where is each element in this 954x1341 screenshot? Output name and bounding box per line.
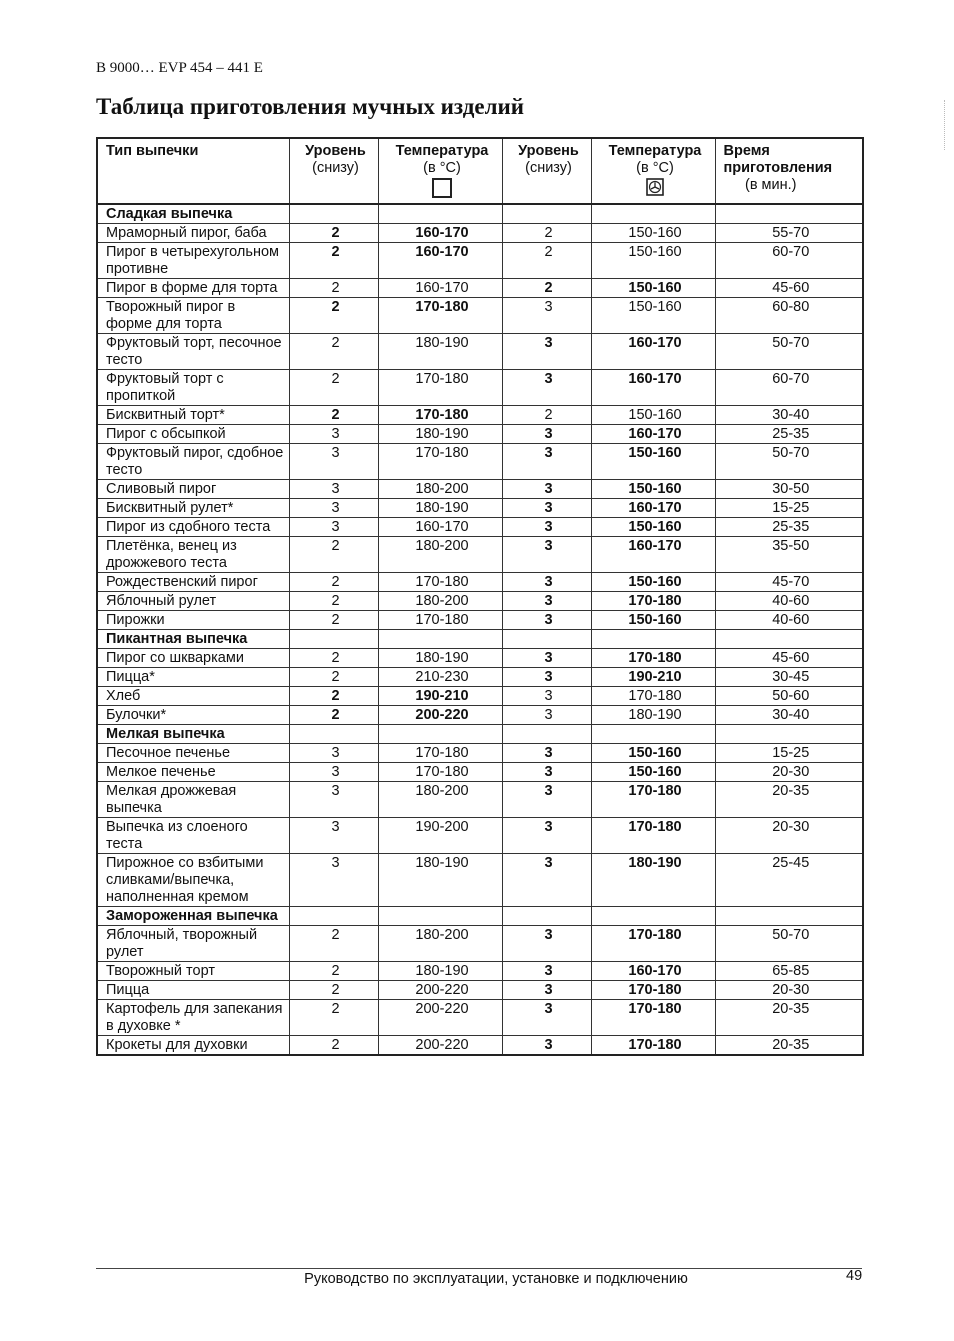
cell-level-fan: 3 (502, 298, 591, 334)
cell-level-fan: 3 (502, 981, 591, 1000)
cell-level-fan: 3 (502, 668, 591, 687)
cell-time: 35-50 (715, 537, 863, 573)
empty-cell (715, 630, 863, 649)
cell-temp-conventional: 180-190 (378, 854, 502, 907)
cell-pastry-type: Пирог в четырехугольном противне (97, 243, 289, 279)
table-row (97, 370, 863, 406)
cell-temp-fan: 150-160 (591, 279, 715, 298)
cell-level-conventional: 2 (289, 981, 378, 1000)
table-row (97, 763, 863, 782)
cell-temp-fan: 150-160 (591, 298, 715, 334)
cell-time: 15-25 (715, 499, 863, 518)
cell-time: 30-40 (715, 406, 863, 425)
cell-pastry-type: Сливовый пирог (97, 480, 289, 499)
table-row (97, 854, 863, 907)
section-title: Мелкая выпечка (97, 725, 289, 744)
page-number: 49 (846, 1268, 863, 1284)
cell-level-conventional: 2 (289, 649, 378, 668)
cell-time: 45-70 (715, 573, 863, 592)
cell-pastry-type: Пирог со шкварками (97, 649, 289, 668)
header-temp-conventional (378, 138, 502, 204)
cell-level-conventional: 2 (289, 706, 378, 725)
cell-level-conventional: 2 (289, 926, 378, 962)
cell-level-conventional: 3 (289, 854, 378, 907)
cell-temp-fan: 170-180 (591, 981, 715, 1000)
cell-level-fan: 3 (502, 518, 591, 537)
cell-pastry-type: Яблочный, творожный рулет (97, 926, 289, 962)
cell-temp-fan: 160-170 (591, 370, 715, 406)
table-row (97, 668, 863, 687)
table-row (97, 1036, 863, 1056)
model-header: B 9000… EVP 454 – 441 E (96, 60, 263, 76)
cell-level-conventional: 2 (289, 224, 378, 243)
empty-cell (378, 204, 502, 224)
header-level-conventional (289, 138, 378, 204)
cell-temp-fan: 160-170 (591, 537, 715, 573)
cell-temp-conventional: 180-190 (378, 499, 502, 518)
empty-cell (378, 630, 502, 649)
cell-level-conventional: 2 (289, 298, 378, 334)
cell-level-fan: 2 (502, 224, 591, 243)
cell-time: 45-60 (715, 649, 863, 668)
cell-time: 65-85 (715, 962, 863, 981)
cell-temp-conventional: 160-170 (378, 224, 502, 243)
cell-temp-conventional: 180-200 (378, 782, 502, 818)
table-row (97, 480, 863, 499)
section-header-row (97, 725, 863, 744)
cell-time: 50-70 (715, 926, 863, 962)
cell-temp-conventional: 170-180 (378, 744, 502, 763)
cell-temp-conventional: 180-200 (378, 926, 502, 962)
cell-level-conventional: 3 (289, 499, 378, 518)
table-row (97, 298, 863, 334)
empty-cell (289, 204, 378, 224)
cell-level-fan: 3 (502, 611, 591, 630)
cell-temp-fan: 150-160 (591, 243, 715, 279)
empty-cell (502, 907, 591, 926)
empty-cell (591, 907, 715, 926)
table-row (97, 243, 863, 279)
cell-temp-conventional: 160-170 (378, 518, 502, 537)
cell-level-conventional: 2 (289, 537, 378, 573)
cell-time: 30-40 (715, 706, 863, 725)
cell-level-fan: 3 (502, 334, 591, 370)
cell-temp-fan: 180-190 (591, 706, 715, 725)
cell-level-fan: 3 (502, 425, 591, 444)
cell-temp-conventional: 200-220 (378, 1000, 502, 1036)
cell-level-conventional: 2 (289, 279, 378, 298)
cell-temp-fan: 150-160 (591, 763, 715, 782)
footer-text: Руководство по эксплуатации, установке и подключению (304, 1271, 688, 1287)
cell-level-fan: 2 (502, 243, 591, 279)
cell-temp-conventional: 180-190 (378, 334, 502, 370)
header-temp2-label: Температура (608, 143, 702, 159)
cell-time: 20-35 (715, 1036, 863, 1056)
cell-level-conventional: 2 (289, 668, 378, 687)
cell-temp-fan: 150-160 (591, 224, 715, 243)
cell-pastry-type: Пирог в форме для торта (97, 279, 289, 298)
cell-level-fan: 2 (502, 279, 591, 298)
cell-temp-fan: 170-180 (591, 1036, 715, 1056)
cell-temp-fan: 150-160 (591, 744, 715, 763)
cell-temp-fan: 150-160 (591, 573, 715, 592)
cell-time: 50-60 (715, 687, 863, 706)
cell-level-conventional: 2 (289, 611, 378, 630)
cell-pastry-type: Пицца (97, 981, 289, 1000)
cell-level-fan: 3 (502, 573, 591, 592)
section-header-row (97, 630, 863, 649)
cell-temp-fan: 160-170 (591, 499, 715, 518)
cell-temp-fan: 150-160 (591, 480, 715, 499)
table-row (97, 962, 863, 981)
cell-pastry-type: Фруктовый пирог, сдобное тесто (97, 444, 289, 480)
cell-level-conventional: 3 (289, 818, 378, 854)
cell-temp-conventional: 170-180 (378, 763, 502, 782)
cell-temp-conventional: 180-190 (378, 425, 502, 444)
table-row (97, 1000, 863, 1036)
section-title: Пикантная выпечка (97, 630, 289, 649)
section-title: Сладкая выпечка (97, 204, 289, 224)
cell-time: 25-35 (715, 518, 863, 537)
footer-divider (96, 1268, 862, 1269)
table-row (97, 499, 863, 518)
cell-temp-conventional: 160-170 (378, 279, 502, 298)
cell-time: 50-70 (715, 334, 863, 370)
cell-temp-conventional: 180-190 (378, 962, 502, 981)
cell-pastry-type: Песочное печенье (97, 744, 289, 763)
cell-level-conventional: 2 (289, 1036, 378, 1056)
cell-pastry-type: Булочки* (97, 706, 289, 725)
cell-level-fan: 3 (502, 444, 591, 480)
page-title: Таблица приготовления мучных изделий (96, 94, 524, 119)
table-row (97, 981, 863, 1000)
section-header-row (97, 204, 863, 224)
cell-pastry-type: Бисквитный торт* (97, 406, 289, 425)
header-time-label: Время приготовления (723, 143, 833, 176)
cell-level-fan: 3 (502, 592, 591, 611)
empty-cell (289, 630, 378, 649)
conventional-oven-icon (432, 178, 452, 198)
cell-time: 25-45 (715, 854, 863, 907)
cell-level-conventional: 3 (289, 425, 378, 444)
cell-pastry-type: Бисквитный рулет* (97, 499, 289, 518)
cell-temp-conventional: 180-200 (378, 480, 502, 499)
cell-pastry-type: Мраморный пирог, баба (97, 224, 289, 243)
table-row (97, 818, 863, 854)
table-row (97, 706, 863, 725)
cell-temp-fan: 190-210 (591, 668, 715, 687)
cell-temp-conventional: 200-220 (378, 1036, 502, 1056)
cell-pastry-type: Пирожки (97, 611, 289, 630)
cell-time: 20-35 (715, 782, 863, 818)
cell-level-conventional: 2 (289, 962, 378, 981)
header-temp2-sub: (в °С) (636, 160, 674, 176)
table-row (97, 537, 863, 573)
cell-pastry-type: Яблочный рулет (97, 592, 289, 611)
cell-pastry-type: Картофель для запекания в духовке * (97, 1000, 289, 1036)
empty-cell (378, 725, 502, 744)
empty-cell (591, 725, 715, 744)
empty-cell (378, 907, 502, 926)
table-body (97, 204, 863, 1055)
header-temp1-label: Температура (395, 143, 489, 159)
cell-time: 30-45 (715, 668, 863, 687)
cell-temp-fan: 150-160 (591, 406, 715, 425)
cell-time: 60-70 (715, 370, 863, 406)
cell-temp-fan: 170-180 (591, 818, 715, 854)
cell-level-conventional: 2 (289, 1000, 378, 1036)
empty-cell (289, 725, 378, 744)
cell-time: 45-60 (715, 279, 863, 298)
header-time (715, 138, 863, 204)
baking-table (96, 137, 864, 1056)
cell-level-conventional: 3 (289, 480, 378, 499)
fan-oven-icon (646, 178, 664, 196)
cell-temp-fan: 170-180 (591, 1000, 715, 1036)
header-time-sub: (в мин.) (745, 177, 797, 193)
header-level-fan (502, 138, 591, 204)
cell-level-conventional: 2 (289, 334, 378, 370)
cell-level-conventional: 3 (289, 782, 378, 818)
cell-pastry-type: Мелкое печенье (97, 763, 289, 782)
cell-level-fan: 3 (502, 763, 591, 782)
cell-temp-conventional: 170-180 (378, 611, 502, 630)
cell-level-fan: 3 (502, 480, 591, 499)
cell-temp-conventional: 210-230 (378, 668, 502, 687)
empty-cell (715, 907, 863, 926)
cell-level-conventional: 2 (289, 406, 378, 425)
cell-level-fan: 3 (502, 687, 591, 706)
table-row (97, 592, 863, 611)
table-row (97, 518, 863, 537)
cell-temp-conventional: 200-220 (378, 706, 502, 725)
empty-cell (715, 204, 863, 224)
cell-temp-conventional: 180-200 (378, 592, 502, 611)
cell-level-fan: 3 (502, 818, 591, 854)
cell-temp-fan: 160-170 (591, 962, 715, 981)
header-level1-sub: (снизу) (312, 160, 359, 176)
cell-pastry-type: Плетёнка, венец из дрожжевого теста (97, 537, 289, 573)
table-row (97, 334, 863, 370)
cell-level-conventional: 3 (289, 763, 378, 782)
cell-temp-fan: 160-170 (591, 425, 715, 444)
cell-pastry-type: Крокеты для духовки (97, 1036, 289, 1056)
table-row (97, 687, 863, 706)
cell-pastry-type: Творожный торт (97, 962, 289, 981)
cell-temp-conventional: 170-180 (378, 298, 502, 334)
cell-time: 20-30 (715, 763, 863, 782)
cell-pastry-type: Пирог из сдобного теста (97, 518, 289, 537)
cell-level-fan: 3 (502, 370, 591, 406)
cell-pastry-type: Пирожное со взбитыми сливками/выпечка, наполненная кремом (97, 854, 289, 907)
empty-cell (502, 630, 591, 649)
cell-level-conventional: 2 (289, 573, 378, 592)
cell-temp-fan: 170-180 (591, 782, 715, 818)
cell-time: 20-30 (715, 981, 863, 1000)
empty-cell (289, 907, 378, 926)
cell-time: 40-60 (715, 611, 863, 630)
section-header-row (97, 907, 863, 926)
header-type-label: Тип выпечки (106, 143, 199, 159)
cell-temp-fan: 150-160 (591, 518, 715, 537)
cell-temp-fan: 150-160 (591, 611, 715, 630)
cell-temp-fan: 150-160 (591, 444, 715, 480)
cell-temp-conventional: 180-190 (378, 649, 502, 668)
table-row (97, 573, 863, 592)
table-row (97, 444, 863, 480)
cell-level-fan: 3 (502, 926, 591, 962)
cell-time: 40-60 (715, 592, 863, 611)
cell-level-fan: 3 (502, 854, 591, 907)
cell-temp-fan: 170-180 (591, 649, 715, 668)
cell-temp-conventional: 200-220 (378, 981, 502, 1000)
table-row (97, 744, 863, 763)
cell-level-fan: 3 (502, 706, 591, 725)
header-level2-sub: (снизу) (525, 160, 572, 176)
cell-temp-conventional: 190-200 (378, 818, 502, 854)
cell-level-fan: 3 (502, 782, 591, 818)
header-temp1-sub: (в °С) (423, 160, 461, 176)
header-level1-label: Уровень (305, 143, 366, 159)
cell-time: 55-70 (715, 224, 863, 243)
header-temp-fan (591, 138, 715, 204)
cell-level-conventional: 3 (289, 444, 378, 480)
cell-temp-conventional: 180-200 (378, 537, 502, 573)
cell-level-conventional: 3 (289, 744, 378, 763)
cell-level-fan: 2 (502, 406, 591, 425)
cell-level-fan: 3 (502, 1000, 591, 1036)
table-header-row (97, 138, 863, 204)
table-row (97, 224, 863, 243)
cell-pastry-type: Мелкая дрожжевая выпечка (97, 782, 289, 818)
cell-temp-conventional: 170-180 (378, 370, 502, 406)
cell-temp-conventional: 170-180 (378, 573, 502, 592)
table-row (97, 649, 863, 668)
cell-temp-fan: 160-170 (591, 334, 715, 370)
cell-time: 50-70 (715, 444, 863, 480)
cell-level-conventional: 2 (289, 687, 378, 706)
empty-cell (715, 725, 863, 744)
table-row (97, 782, 863, 818)
cell-level-fan: 3 (502, 1036, 591, 1056)
cell-level-conventional: 2 (289, 592, 378, 611)
cell-level-conventional: 2 (289, 370, 378, 406)
cell-pastry-type: Хлеб (97, 687, 289, 706)
table-row (97, 279, 863, 298)
empty-cell (502, 204, 591, 224)
section-title: Замороженная выпечка (97, 907, 289, 926)
cell-time: 20-35 (715, 1000, 863, 1036)
cell-temp-fan: 170-180 (591, 592, 715, 611)
table-row (97, 425, 863, 444)
cell-temp-fan: 180-190 (591, 854, 715, 907)
cell-level-fan: 3 (502, 537, 591, 573)
cell-level-fan: 3 (502, 962, 591, 981)
cell-time: 15-25 (715, 744, 863, 763)
cell-level-fan: 3 (502, 499, 591, 518)
cell-temp-fan: 170-180 (591, 687, 715, 706)
cell-pastry-type: Выпечка из слоеного теста (97, 818, 289, 854)
cell-level-fan: 3 (502, 649, 591, 668)
cell-pastry-type: Пирог с обсыпкой (97, 425, 289, 444)
cell-level-fan: 3 (502, 744, 591, 763)
table-row (97, 406, 863, 425)
table-row (97, 611, 863, 630)
cell-temp-conventional: 160-170 (378, 243, 502, 279)
cell-temp-conventional: 170-180 (378, 406, 502, 425)
cell-pastry-type: Творожный пирог в форме для торта (97, 298, 289, 334)
cell-time: 60-80 (715, 298, 863, 334)
cell-pastry-type: Пицца* (97, 668, 289, 687)
header-type (97, 138, 289, 204)
cell-pastry-type: Фруктовый торт, песочное тесто (97, 334, 289, 370)
header-level2-label: Уровень (518, 143, 579, 159)
cell-level-conventional: 3 (289, 518, 378, 537)
cell-pastry-type: Фруктовый торт с пропиткой (97, 370, 289, 406)
empty-cell (591, 204, 715, 224)
cell-temp-conventional: 190-210 (378, 687, 502, 706)
cell-level-conventional: 2 (289, 243, 378, 279)
empty-cell (502, 725, 591, 744)
table-row (97, 926, 863, 962)
cell-pastry-type: Рождественский пирог (97, 573, 289, 592)
empty-cell (591, 630, 715, 649)
margin-mark (944, 100, 946, 150)
cell-time: 20-30 (715, 818, 863, 854)
cell-temp-fan: 170-180 (591, 926, 715, 962)
cell-time: 60-70 (715, 243, 863, 279)
cell-time: 25-35 (715, 425, 863, 444)
cell-temp-conventional: 170-180 (378, 444, 502, 480)
cell-time: 30-50 (715, 480, 863, 499)
